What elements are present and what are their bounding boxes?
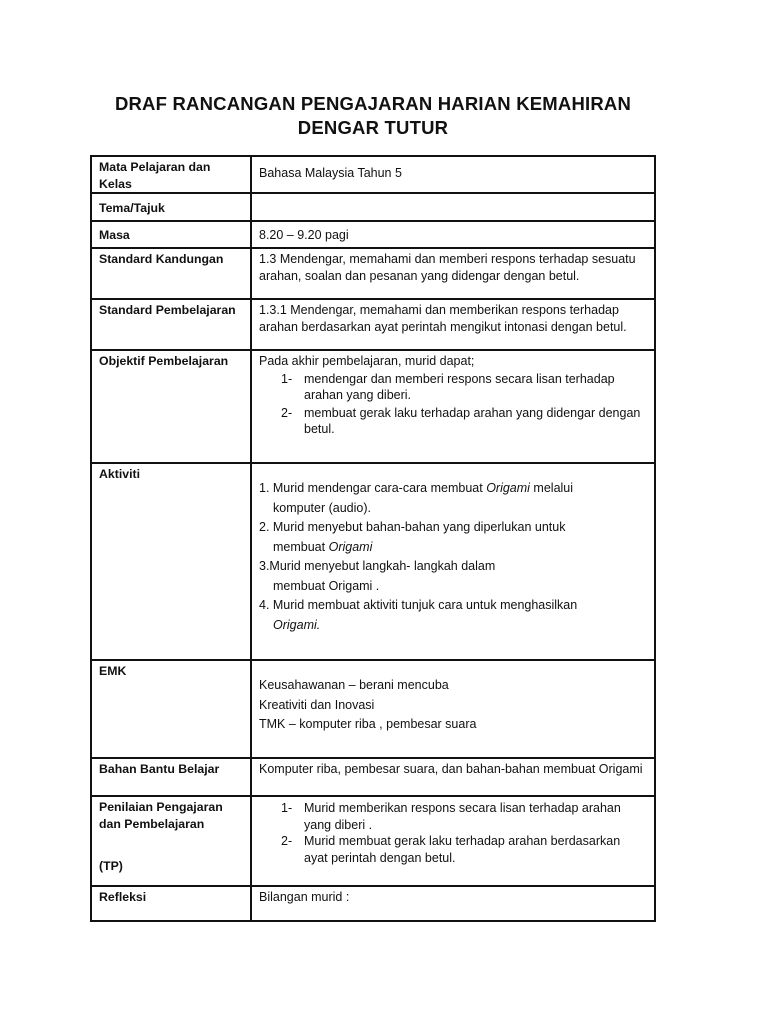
row-standard-pembelajaran — [91, 299, 655, 350]
aktiviti-1-text: 1. Murid mendengar cara-cara membuat — [259, 481, 487, 495]
list-item-number: 1- — [281, 371, 293, 386]
aktiviti-1-text-end: melalui — [529, 481, 574, 495]
label-emk: EMK — [91, 660, 251, 758]
row-refleksi — [91, 886, 655, 921]
emk-list — [259, 676, 647, 735]
row-masa — [91, 221, 655, 248]
document-title — [90, 92, 656, 140]
value-tema — [251, 193, 655, 221]
list-item: 2. Murid menyebut bahan-bahan yang diperlukan untuk — [259, 520, 566, 534]
list-item — [259, 479, 647, 499]
list-item: 3.Murid menyebut langkah- langkah dalam — [259, 559, 496, 573]
value-masa: 8.20 – 9.20 pagi — [251, 221, 655, 248]
aktiviti-4-continuation — [259, 616, 647, 636]
list-item — [259, 405, 647, 438]
aktiviti-list — [259, 479, 647, 635]
title-line-2: DENGAR TUTUR — [297, 117, 449, 138]
list-item: TMK – komputer riba , pembesar suara — [259, 717, 477, 731]
label-bahan: Bahan Bantu Belajar — [91, 758, 251, 796]
aktiviti-3-continuation: membuat Origami . — [273, 578, 380, 593]
value-standard-pembelajaran: 1.3.1 Mendengar, memahami dan memberikan respons terhadap arahan berdasarkan ayat perintah mengikut intonasi dengan betul. — [251, 299, 655, 350]
value-mata-pelajaran-text: Bahasa Malaysia Tahun 5 — [259, 166, 402, 180]
aktiviti-2-text: membuat — [273, 539, 329, 554]
row-aktiviti — [91, 463, 655, 660]
label-objektif: Objektif Pembelajaran — [91, 350, 251, 463]
list-item — [259, 371, 647, 404]
label-penilaian — [91, 796, 251, 886]
list-item-text: mendengar dan memberi respons secara lisan terhadap arahan yang diberi. — [304, 371, 615, 402]
lesson-plan-table — [90, 155, 656, 922]
list-item: 4. Murid membuat aktiviti tunjuk cara untuk menghasilkan — [259, 598, 578, 612]
label-standard-pembelajaran: Standard Pembelajaran — [91, 299, 251, 350]
list-item-number: 2- — [281, 834, 293, 848]
aktiviti-2-continuation — [259, 538, 647, 558]
aktiviti-1-continuation: komputer (audio). — [273, 500, 371, 515]
value-refleksi: Bilangan murid : — [251, 886, 655, 921]
row-mata-pelajaran — [91, 156, 655, 193]
label-mata-pelajaran: Mata Pelajaran dan Kelas — [91, 156, 251, 193]
value-bahan: Komputer riba, pembesar suara, dan bahan-bahan membuat Origami — [251, 758, 655, 796]
aktiviti-2-origami: Origami — [328, 539, 373, 554]
list-item-text: membuat gerak laku terhadap arahan yang didengar dengan betul. — [304, 405, 641, 436]
row-objektif — [91, 350, 655, 463]
label-tp: (TP) — [99, 859, 123, 873]
label-standard-kandungan: Standard Kandungan — [91, 248, 251, 299]
row-tema — [91, 193, 655, 221]
value-mata-pelajaran — [251, 156, 655, 193]
list-item: Keusahawanan – berani mencuba — [259, 678, 449, 692]
objektif-list — [259, 371, 647, 438]
label-refleksi: Refleksi — [91, 886, 251, 921]
label-tema: Tema/Tajuk — [91, 193, 251, 221]
list-item-text: Murid memberikan respons secara lisan terhadap arahan yang diberi . — [304, 801, 621, 832]
list-item — [259, 833, 647, 866]
list-item-text: Murid membuat gerak laku terhadap arahan berdasarkan ayat perintah dengan betul. — [304, 834, 621, 865]
row-standard-kandungan — [91, 248, 655, 299]
value-emk — [251, 660, 655, 758]
title-line-1: DRAF RANCANGAN PENGAJARAN HARIAN KEMAHIRAN — [114, 93, 632, 114]
value-penilaian — [251, 796, 655, 886]
row-bahan — [91, 758, 655, 796]
aktiviti-4-origami: Origami. — [273, 617, 321, 632]
list-item — [259, 800, 647, 833]
row-penilaian — [91, 796, 655, 886]
label-penilaian-text: Penilaian Pengajaran dan Pembelajaran — [99, 800, 223, 831]
penilaian-list — [259, 800, 647, 866]
list-item: Kreativiti dan Inovasi — [259, 697, 375, 712]
aktiviti-1-origami: Origami — [486, 481, 530, 495]
row-emk — [91, 660, 655, 758]
value-standard-kandungan: 1.3 Mendengar, memahami dan memberi respons terhadap sesuatu arahan, soalan dan pesanan yang didengar dengan betul. — [251, 248, 655, 299]
objektif-intro: Pada akhir pembelajaran, murid dapat; — [259, 354, 475, 368]
label-masa: Masa — [91, 221, 251, 248]
value-objektif — [251, 350, 655, 463]
list-item-number: 2- — [281, 405, 293, 420]
value-aktiviti — [251, 463, 655, 660]
list-item-number: 1- — [281, 801, 293, 815]
label-aktiviti: Aktiviti — [91, 463, 251, 660]
